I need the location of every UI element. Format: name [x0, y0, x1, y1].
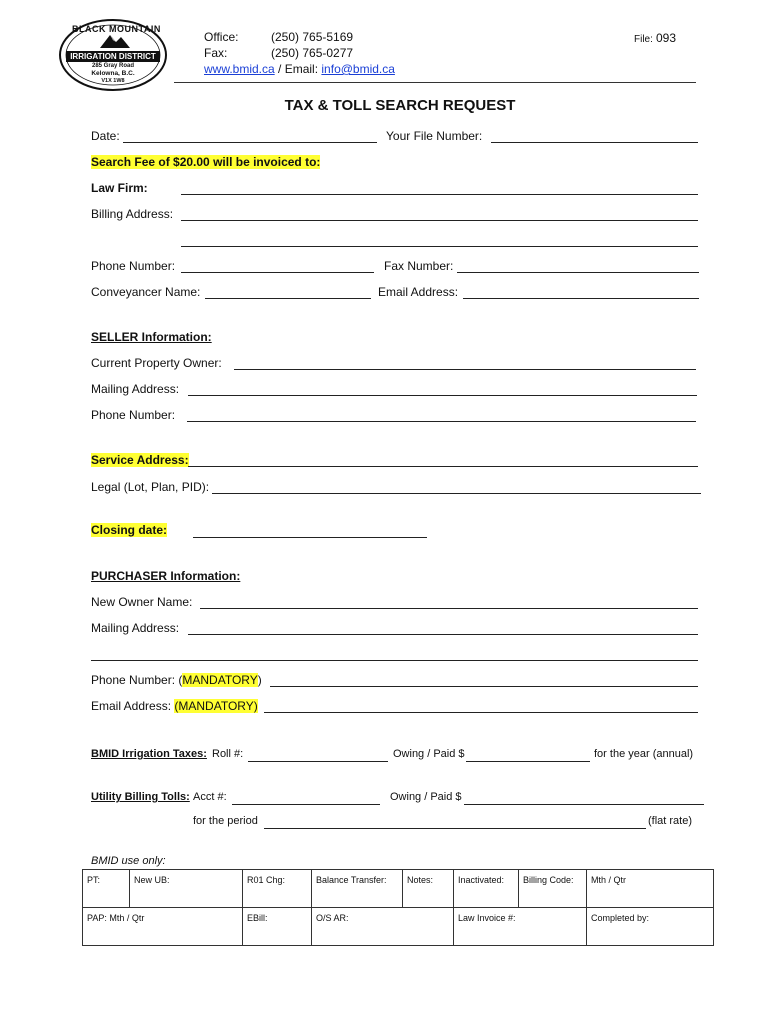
taxes-owing-label: Owing / Paid $ — [393, 748, 465, 760]
purchaser-phone-row — [91, 673, 262, 687]
email-address-label: Email Address: — [378, 285, 459, 299]
utility-tolls-label: Utility Billing Tolls: — [91, 791, 190, 803]
contact-links-row — [204, 62, 395, 76]
tolls-owing-label: Owing / Paid $ — [390, 791, 462, 803]
current-owner-field[interactable] — [234, 369, 696, 370]
office-cell-balance-transfer[interactable]: Balance Transfer: — [312, 870, 403, 908]
your-file-number-field[interactable] — [491, 142, 698, 143]
file-number: 093 — [656, 31, 677, 45]
legal-label: Legal (Lot, Plan, PID): — [91, 480, 210, 494]
new-owner-label: New Owner Name: — [91, 595, 193, 609]
closing-date-label: Closing date: — [91, 523, 168, 537]
close-paren: ) — [253, 699, 258, 713]
service-address-label: Service Address: — [91, 453, 189, 467]
mandatory-badge-phone: MANDATORY — [182, 673, 258, 687]
office-cell-new-ub[interactable]: New UB: — [130, 870, 243, 908]
fax-number-label: Fax Number: — [384, 259, 454, 273]
email-separator: / Email: — [278, 62, 319, 76]
header-divider — [174, 82, 696, 83]
taxes-owing-field[interactable] — [466, 761, 590, 762]
logo-top-text: BLACK MOUNTAIN — [72, 24, 161, 34]
office-use-table — [82, 869, 714, 946]
fax-label: Fax: — [204, 46, 228, 60]
seller-phone-field[interactable] — [187, 421, 696, 422]
office-use-row-1 — [83, 870, 714, 908]
email-address-field[interactable] — [463, 298, 699, 299]
conveyancer-name-field[interactable] — [205, 298, 371, 299]
fax-phone: (250) 765-0277 — [271, 46, 354, 60]
seller-mailing-field[interactable] — [188, 395, 697, 396]
email-link[interactable]: info@bmid.ca — [321, 62, 395, 76]
flat-rate-label: (flat rate) — [648, 815, 693, 827]
office-cell-r01-chg[interactable]: R01 Chg: — [243, 870, 312, 908]
purchaser-email-row — [91, 699, 258, 713]
new-owner-field[interactable] — [200, 608, 698, 609]
billing-address-field-1[interactable] — [181, 220, 698, 221]
file-label: File: — [634, 34, 653, 45]
office-cell-notes[interactable]: Notes: — [403, 870, 454, 908]
open-paren: ( — [178, 673, 183, 687]
page-title: TAX & TOLL SEARCH REQUEST — [284, 97, 516, 114]
office-phone: (250) 765-5169 — [271, 30, 354, 44]
roll-field[interactable] — [248, 761, 388, 762]
taxes-year-label: for the year (annual) — [594, 748, 694, 760]
purchaser-heading: PURCHASER Information: — [91, 569, 241, 583]
roll-label: Roll #: — [212, 748, 244, 760]
law-firm-field[interactable] — [181, 194, 698, 195]
office-label: Office: — [204, 30, 239, 44]
mandatory-badge-email — [174, 699, 257, 713]
office-use-row-2 — [83, 908, 714, 946]
office-cell-ebill[interactable]: EBill: — [243, 908, 312, 946]
seller-mailing-label: Mailing Address: — [91, 382, 180, 396]
purchaser-mailing-label: Mailing Address: — [91, 621, 180, 635]
billing-address-label: Billing Address: — [91, 207, 174, 221]
office-use-label: BMID use only: — [91, 855, 166, 867]
purchaser-email-field[interactable] — [264, 712, 698, 713]
law-firm-label: Law Firm: — [91, 181, 148, 195]
office-cell-inactivated[interactable]: Inactivated: — [454, 870, 519, 908]
purchaser-phone-field[interactable] — [270, 686, 698, 687]
office-cell-law-invoice[interactable]: Law Invoice #: — [454, 908, 587, 946]
phone-number-field[interactable] — [181, 272, 374, 273]
service-address-field[interactable] — [188, 466, 698, 467]
office-cell-completed-by[interactable]: Completed by: — [587, 908, 714, 946]
office-cell-pap[interactable]: PAP: Mth / Qtr — [83, 908, 243, 946]
logo-address-line1: 285 Gray Road — [91, 63, 135, 69]
purchaser-phone-label: Phone Number: — [91, 673, 176, 687]
billing-address-field-2[interactable] — [181, 246, 698, 247]
closing-date-field[interactable] — [193, 537, 427, 538]
phone-number-label: Phone Number: — [91, 259, 176, 273]
period-label: for the period — [193, 815, 258, 827]
tolls-owing-field[interactable] — [464, 804, 704, 805]
seller-phone-label: Phone Number: — [91, 408, 176, 422]
irrigation-taxes-label: BMID Irrigation Taxes: — [91, 748, 207, 760]
search-fee-notice: Search Fee of $20.00 will be invoiced to: — [91, 155, 321, 169]
open-paren: ( — [174, 699, 179, 713]
office-cell-os-ar[interactable]: O/S AR: — [312, 908, 454, 946]
office-cell-billing-code[interactable]: Billing Code: — [519, 870, 587, 908]
mandatory-text: MANDATORY — [178, 699, 254, 713]
close-paren: ) — [257, 673, 262, 687]
seller-heading: SELLER Information: — [91, 330, 212, 344]
purchaser-mailing-field-2[interactable] — [91, 660, 698, 661]
website-link[interactable]: www.bmid.ca — [204, 62, 275, 76]
logo-band-text: IRRIGATION DISTRICT — [70, 52, 156, 61]
acct-field[interactable] — [232, 804, 380, 805]
office-cell-mth-qtr[interactable]: Mth / Qtr — [587, 870, 714, 908]
logo-address-line2: Kelowna, B.C. — [91, 70, 135, 77]
current-owner-label: Current Property Owner: — [91, 356, 222, 370]
legal-field[interactable] — [212, 493, 701, 494]
date-label: Date: — [91, 129, 120, 143]
logo-address-line3: V1X 1W8 — [101, 78, 125, 84]
period-field[interactable] — [264, 828, 646, 829]
purchaser-email-label: Email Address: — [91, 699, 172, 713]
acct-label: Acct #: — [193, 791, 227, 803]
bmid-logo — [58, 18, 168, 92]
office-cell-pt[interactable]: PT: — [83, 870, 130, 908]
purchaser-mailing-field-1[interactable] — [188, 634, 698, 635]
date-field[interactable] — [123, 142, 377, 143]
your-file-number-label: Your File Number: — [386, 129, 483, 143]
fax-number-field[interactable] — [457, 272, 699, 273]
conveyancer-name-label: Conveyancer Name: — [91, 285, 201, 299]
